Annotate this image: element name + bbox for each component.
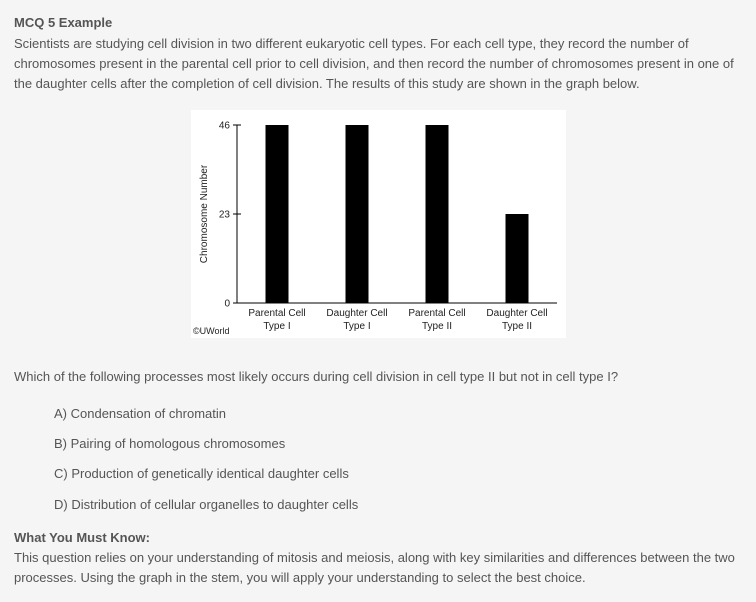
bar (346, 125, 369, 303)
must-know-title: What You Must Know: (14, 530, 150, 545)
x-tick-label: Type I (343, 321, 371, 332)
question-prompt: Which of the following processes most likely occurs during cell division in cell type II but not in cell type I? (14, 369, 619, 384)
question-stem: Scientists are studying cell division in two different eukaryotic cell types. For each cell type, they record the number of chromosomes present in the parental cell prior to cell division, and then record the number of chromosomes present in one of the daughter cells after the completion of cell division. The results of this study are shown in the graph below. (14, 36, 734, 91)
x-tick-label: Type II (421, 321, 453, 332)
bar (266, 125, 289, 303)
bar-chart (191, 110, 566, 338)
y-axis-label: Chromosome Number (199, 164, 210, 264)
x-tick-label: Daughter Cell (326, 308, 388, 319)
bar (506, 214, 529, 303)
section-title: MCQ 5 Example (14, 15, 113, 30)
answer-choice-d[interactable]: D) Distribution of cellular organelles to daughter cells (54, 497, 359, 512)
watermark-text: ©UWorld (193, 326, 230, 336)
answer-choice-c[interactable]: C) Production of genetically identical daughter cells (54, 466, 349, 481)
bar (426, 125, 449, 303)
answer-choice-a[interactable]: A) Condensation of chromatin (54, 406, 226, 421)
x-tick-label: Parental Cell (408, 308, 466, 319)
y-tick-label: 23 (218, 209, 230, 221)
y-tick-label: 0 (224, 298, 230, 310)
must-know-text: This question relies on your understanding of mitosis and meiosis, along with key similarities and differences between the two processes. Using the graph in the stem, you will apply your understanding to select the best choice. (14, 550, 735, 585)
x-tick-label: Type II (501, 321, 533, 332)
x-tick-label: Parental Cell (248, 308, 306, 319)
answer-choice-b[interactable]: B) Pairing of homologous chromosomes (54, 436, 286, 451)
x-tick-label: Type I (263, 321, 291, 332)
y-tick-label: 46 (218, 120, 230, 132)
chart-figure (191, 110, 566, 338)
x-tick-label: Daughter Cell (486, 308, 548, 319)
